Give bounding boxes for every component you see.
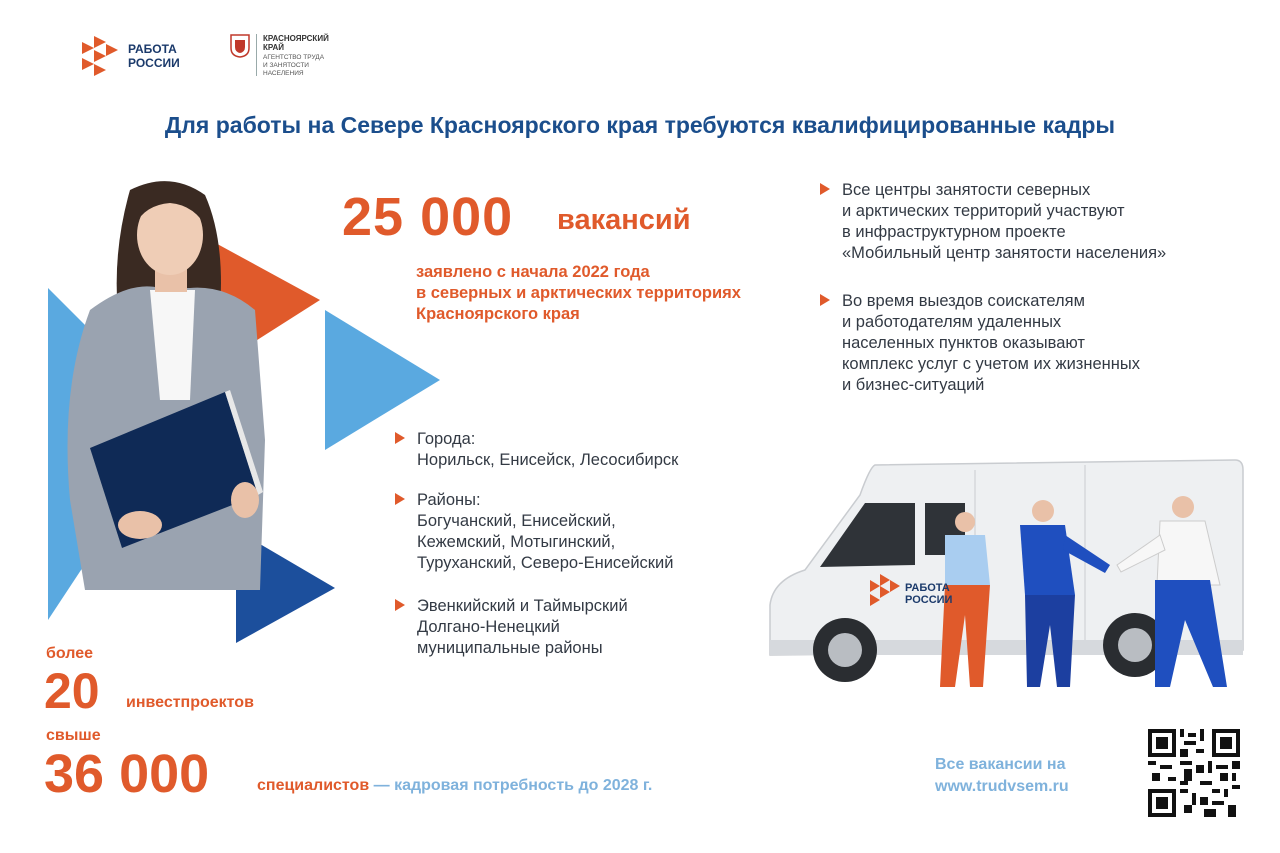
bullet-line: в инфраструктурном проекте [842, 223, 1066, 241]
bullet-arrow-icon [820, 183, 830, 195]
location-line: Туруханский, Северо-Енисейский [417, 554, 674, 572]
location-line: Кежемский, Мотыгинский, [417, 533, 616, 551]
bullet-arrow-icon [395, 432, 405, 444]
specialists-caption [257, 777, 652, 795]
location-line: муниципальные районы [417, 639, 603, 657]
location-line: Районы: [417, 491, 481, 509]
location-municipal [417, 596, 777, 659]
location-line: Эвенкийский и Таймырский [417, 597, 628, 615]
van-logo-line1: РАБОТА [905, 582, 950, 594]
specialists-label: специалистов [257, 777, 370, 794]
van-logo-line2: РОССИИ [905, 594, 953, 606]
vacancies-label: вакансий [557, 204, 691, 236]
krai-logo-line3: АГЕНТСТВО ТРУДА [263, 54, 325, 61]
bullet-line: и работодателям удаленных [842, 313, 1062, 331]
more-than-label: более [46, 645, 94, 662]
qr-code-icon[interactable] [1148, 729, 1240, 817]
bullet-line: «Мобильный центр занятости населения» [842, 244, 1167, 262]
all-vacancies-label: Все вакансии на [935, 756, 1066, 773]
van-logo-text [905, 582, 952, 606]
location-line: Богучанский, Енисейский, [417, 512, 616, 530]
mobile-center-van-illustration [765, 455, 1245, 705]
description-line: в северных и арктических территориях [416, 284, 741, 302]
specialists-number: 36 000 [44, 744, 210, 804]
krai-logo-line2: КРАЙ [263, 43, 285, 52]
bullet-line: и бизнес-ситуаций [842, 376, 985, 394]
krasnoyarsk-agency-logo [230, 34, 329, 78]
vacancies-number: 25 000 [342, 187, 514, 247]
coat-of-arms-icon [230, 34, 250, 58]
specialists-demand-text: — кадровая потребность до 2028 г. [373, 777, 653, 794]
bullet-line: и арктических территорий участвуют [842, 202, 1125, 220]
projects-label: инвестпроектов [126, 694, 254, 711]
bullet-line: Во время выездов соискателям [842, 292, 1085, 310]
description-line: Красноярского края [416, 305, 580, 323]
info-bullet-mobile-center [842, 180, 1262, 264]
krai-logo-line5: НАСЕЛЕНИЯ [263, 70, 304, 77]
page-title: Для работы на Севере Красноярского края требуются квалифицированные кадры [164, 112, 1116, 138]
bullet-line: Все центры занятости северных [842, 181, 1091, 199]
location-line: Города: [417, 430, 476, 448]
vacancies-description [416, 262, 741, 325]
rabota-logo-icon [80, 36, 120, 76]
rabota-logo-line1: РАБОТА [128, 42, 177, 56]
info-bullet-services [842, 291, 1262, 396]
krai-logo-line1: КРАСНОЯРСКИЙ [263, 34, 329, 43]
bullet-arrow-icon [395, 599, 405, 611]
location-line: Долгано-Ненецкий [417, 618, 560, 636]
all-vacancies-link-block [935, 754, 1069, 798]
trudvsem-link[interactable]: www.trudvsem.ru [935, 778, 1069, 795]
bullet-line: комплекс услуг с учетом их жизненных [842, 355, 1140, 373]
rabota-rossii-logo [80, 36, 180, 76]
bullet-line: населенных пунктов оказывают [842, 334, 1085, 352]
over-label: свыше [46, 727, 101, 744]
rabota-logo-line2: РОССИИ [128, 56, 180, 70]
krai-logo-line4: И ЗАНЯТОСТИ [263, 62, 309, 69]
description-line: заявлено с начала 2022 года [416, 263, 650, 281]
location-districts [417, 490, 777, 574]
projects-number: 20 [44, 663, 100, 719]
bullet-arrow-icon [395, 493, 405, 505]
location-cities [417, 429, 777, 471]
bullet-arrow-icon [820, 294, 830, 306]
location-line: Норильск, Енисейск, Лесосибирск [417, 451, 679, 469]
